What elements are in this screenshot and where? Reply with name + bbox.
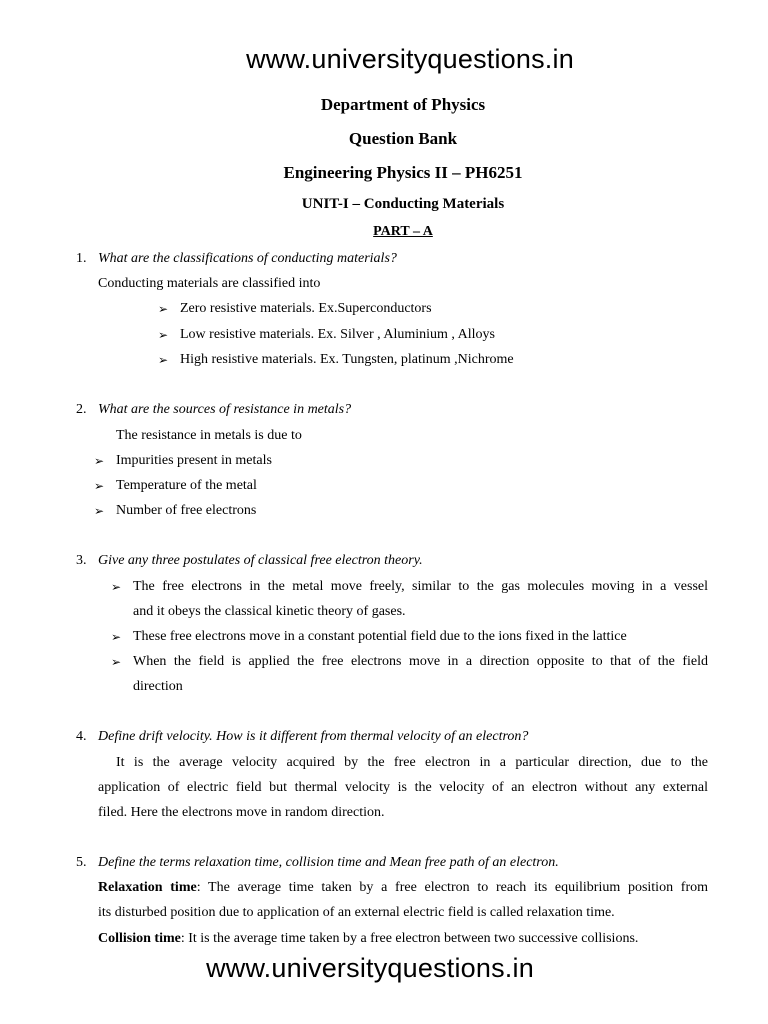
question-bank-title: Question Bank	[348, 129, 458, 148]
q2-item: Number of free electrons	[116, 503, 257, 518]
q4-answer-line-3: filed. Here the electrons move in random direction.	[98, 805, 385, 820]
q4-answer-line-2: application of electric field but thermal velocity is the velocity of an electron without any external	[98, 780, 708, 795]
bullet-arrow-icon: ➢	[111, 655, 122, 669]
q3-point-3-line-1: When the field is applied the free electrons move in a direction opposite to that of the field	[133, 654, 708, 669]
q3-number: 3.	[76, 553, 87, 568]
bullet-arrow-icon: ➢	[94, 504, 105, 518]
site-watermark-bottom: www.universityquestions.in	[206, 953, 534, 983]
q3-question: Give any three postulates of classical free electron theory.	[98, 553, 423, 568]
q2-number: 2.	[76, 402, 87, 417]
bullet-arrow-icon: ➢	[158, 328, 169, 342]
q2-item: Temperature of the metal	[116, 478, 257, 493]
bullet-arrow-icon: ➢	[94, 479, 105, 493]
collision-time-term: Collision time	[98, 931, 181, 946]
relaxation-time-term: Relaxation time	[98, 880, 197, 895]
unit-title: UNIT-I – Conducting Materials	[301, 196, 505, 212]
site-watermark-top: www.universityquestions.in	[246, 44, 574, 74]
q2-intro: The resistance in metals is due to	[116, 428, 302, 443]
q5-relaxation-line-1	[98, 879, 708, 897]
q5-collision-line	[98, 930, 638, 948]
relaxation-time-definition: : The average time taken by a free electron to reach its equilibrium position from	[196, 880, 708, 895]
q1-item: High resistive materials. Ex. Tungsten, platinum ,Nichrome	[180, 352, 514, 367]
q2-question: What are the sources of resistance in metals?	[98, 402, 352, 417]
q1-number: 1.	[76, 251, 87, 266]
q4-answer-line-1: It is the average velocity acquired by the free electron in a particular direction, due to the	[116, 755, 708, 770]
bullet-arrow-icon: ➢	[111, 630, 122, 644]
course-title: Engineering Physics II – PH6251	[283, 163, 523, 182]
bullet-arrow-icon: ➢	[158, 302, 169, 316]
q1-question: What are the classifications of conducting materials?	[98, 251, 397, 266]
q2-item: Impurities present in metals	[116, 453, 272, 468]
bullet-arrow-icon: ➢	[94, 454, 105, 468]
q1-item: Low resistive materials. Ex. Silver , Aluminium , Alloys	[180, 327, 495, 342]
part-title: PART – A	[373, 224, 433, 239]
q5-number: 5.	[76, 855, 87, 870]
q5-question: Define the terms relaxation time, collision time and Mean free path of an electron.	[98, 855, 559, 870]
q3-point-2: These free electrons move in a constant potential field due to the ions fixed in the lattice	[133, 629, 627, 644]
department-title: Department of Physics	[320, 95, 486, 114]
bullet-arrow-icon: ➢	[158, 353, 169, 367]
q3-point-1-line-2: and it obeys the classical kinetic theory of gases.	[133, 604, 406, 619]
bullet-arrow-icon: ➢	[111, 580, 122, 594]
q3-point-3-line-2: direction	[133, 679, 183, 694]
q3-point-1-line-1: The free electrons in the metal move freely, similar to the gas molecules moving in a vessel	[133, 579, 708, 594]
q4-question: Define drift velocity. How is it different from thermal velocity of an electron?	[98, 729, 529, 744]
q4-number: 4.	[76, 729, 87, 744]
q5-relaxation-line-2: its disturbed position due to application of an external electric field is called relaxation time.	[98, 905, 615, 920]
collision-time-definition: : It is the average time taken by a free electron between two successive collisions.	[180, 931, 639, 946]
q1-intro: Conducting materials are classified into	[98, 276, 321, 291]
q1-item: Zero resistive materials. Ex.Superconductors	[180, 301, 432, 316]
